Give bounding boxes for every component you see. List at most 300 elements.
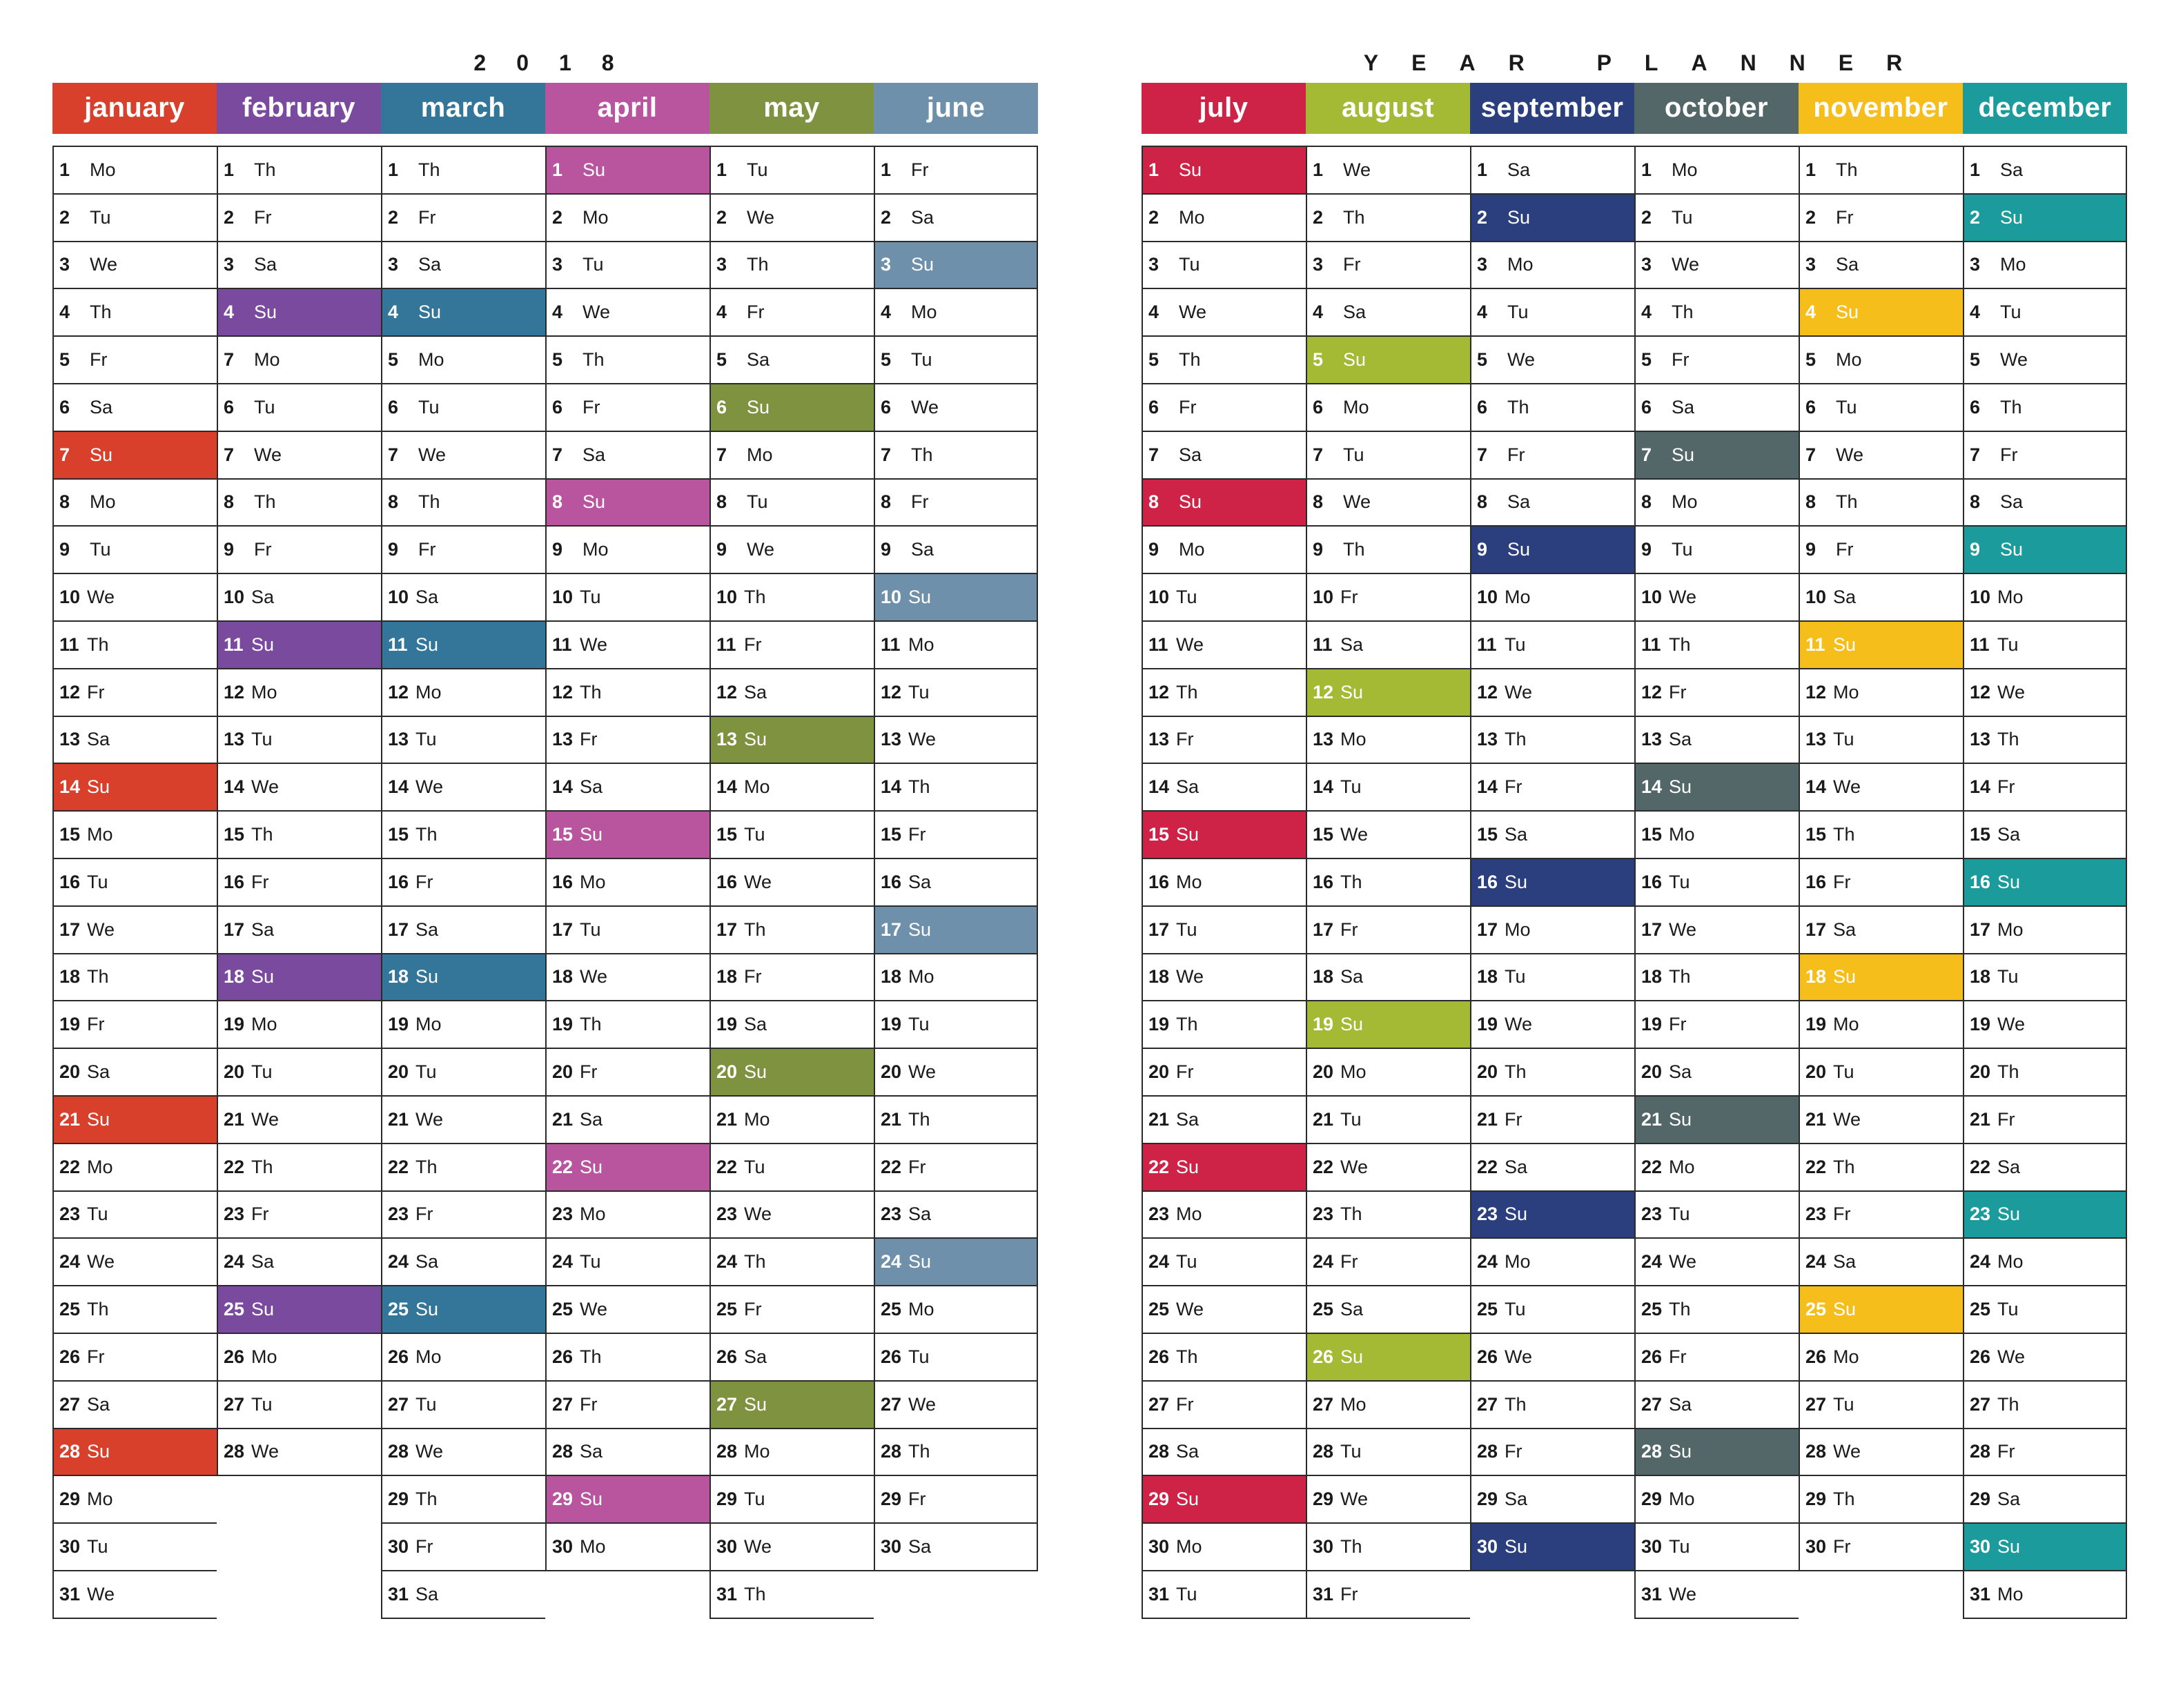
day-cell[interactable]: [1799, 193, 1963, 242]
day-cell[interactable]: [1634, 525, 1799, 574]
day-cell[interactable]: [217, 763, 381, 812]
day-cell[interactable]: [709, 1380, 874, 1429]
day-cell[interactable]: [1142, 288, 1306, 337]
day-cell[interactable]: [545, 1285, 709, 1334]
day-cell[interactable]: [1142, 1475, 1306, 1524]
day-cell[interactable]: [381, 1285, 545, 1334]
day-cell[interactable]: [1963, 193, 2127, 242]
day-cell[interactable]: [1306, 1237, 1470, 1286]
day-cell[interactable]: [545, 193, 709, 242]
day-cell[interactable]: [545, 1048, 709, 1097]
day-cell[interactable]: [1963, 1380, 2127, 1429]
day-cell[interactable]: [874, 1095, 1038, 1144]
day-cell[interactable]: [545, 335, 709, 384]
day-cell[interactable]: [1963, 335, 2127, 384]
day-cell[interactable]: [709, 573, 874, 622]
day-cell[interactable]: [52, 1143, 217, 1192]
day-cell[interactable]: [1799, 1000, 1963, 1049]
day-cell[interactable]: [709, 1570, 874, 1619]
day-cell[interactable]: [1799, 763, 1963, 812]
day-cell[interactable]: [1306, 668, 1470, 717]
day-cell[interactable]: [1470, 1095, 1634, 1144]
day-cell[interactable]: [1470, 478, 1634, 527]
day-cell[interactable]: [1306, 858, 1470, 907]
day-cell[interactable]: [217, 478, 381, 527]
day-cell[interactable]: [1799, 810, 1963, 859]
day-cell[interactable]: [1634, 716, 1799, 765]
day-cell[interactable]: [217, 431, 381, 480]
day-cell[interactable]: [1142, 1285, 1306, 1334]
day-cell[interactable]: [1470, 1475, 1634, 1524]
day-cell[interactable]: [52, 335, 217, 384]
day-cell[interactable]: [1963, 716, 2127, 765]
day-cell[interactable]: [874, 383, 1038, 432]
day-cell[interactable]: [1470, 1048, 1634, 1097]
day-cell[interactable]: [1470, 1190, 1634, 1239]
day-cell[interactable]: [1470, 1333, 1634, 1382]
day-cell[interactable]: [217, 193, 381, 242]
day-cell[interactable]: [1470, 1143, 1634, 1192]
day-cell[interactable]: [52, 1333, 217, 1382]
day-cell[interactable]: [1470, 383, 1634, 432]
day-cell[interactable]: [1470, 810, 1634, 859]
day-cell[interactable]: [545, 478, 709, 527]
day-cell[interactable]: [1470, 1237, 1634, 1286]
day-cell[interactable]: [874, 810, 1038, 859]
day-cell[interactable]: [1470, 193, 1634, 242]
day-cell[interactable]: [52, 1522, 217, 1571]
day-cell[interactable]: [1142, 763, 1306, 812]
day-cell[interactable]: [381, 1380, 545, 1429]
day-cell[interactable]: [1799, 1475, 1963, 1524]
day-cell[interactable]: [217, 716, 381, 765]
day-cell[interactable]: [217, 335, 381, 384]
day-cell[interactable]: [52, 905, 217, 954]
day-cell[interactable]: [381, 1570, 545, 1619]
day-cell[interactable]: [1306, 1333, 1470, 1382]
day-cell[interactable]: [1306, 1475, 1470, 1524]
day-cell[interactable]: [217, 1285, 381, 1334]
day-cell[interactable]: [1142, 953, 1306, 1002]
day-cell[interactable]: [381, 573, 545, 622]
day-cell[interactable]: [1799, 1522, 1963, 1571]
day-cell[interactable]: [1963, 525, 2127, 574]
day-cell[interactable]: [709, 668, 874, 717]
day-cell[interactable]: [545, 383, 709, 432]
day-cell[interactable]: [1142, 668, 1306, 717]
day-cell[interactable]: [545, 810, 709, 859]
day-cell[interactable]: [1634, 1190, 1799, 1239]
day-cell[interactable]: [1142, 193, 1306, 242]
day-cell[interactable]: [1470, 431, 1634, 480]
day-cell[interactable]: [1634, 1000, 1799, 1049]
day-cell[interactable]: [1142, 573, 1306, 622]
day-cell[interactable]: [381, 1428, 545, 1477]
day-cell[interactable]: [1799, 953, 1963, 1002]
day-cell[interactable]: [1963, 478, 2127, 527]
day-cell[interactable]: [1306, 241, 1470, 290]
day-cell[interactable]: [709, 525, 874, 574]
day-cell[interactable]: [381, 1475, 545, 1524]
day-cell[interactable]: [52, 383, 217, 432]
day-cell[interactable]: [1634, 953, 1799, 1002]
day-cell[interactable]: [217, 620, 381, 669]
day-cell[interactable]: [1142, 478, 1306, 527]
day-cell[interactable]: [381, 431, 545, 480]
day-cell[interactable]: [1142, 905, 1306, 954]
day-cell[interactable]: [1963, 146, 2127, 195]
day-cell[interactable]: [1963, 573, 2127, 622]
day-cell[interactable]: [217, 1000, 381, 1049]
day-cell[interactable]: [1306, 763, 1470, 812]
day-cell[interactable]: [1306, 810, 1470, 859]
day-cell[interactable]: [874, 716, 1038, 765]
day-cell[interactable]: [874, 1000, 1038, 1049]
day-cell[interactable]: [874, 668, 1038, 717]
day-cell[interactable]: [545, 1522, 709, 1571]
day-cell[interactable]: [545, 431, 709, 480]
day-cell[interactable]: [1142, 431, 1306, 480]
day-cell[interactable]: [1306, 716, 1470, 765]
day-cell[interactable]: [52, 1048, 217, 1097]
day-cell[interactable]: [217, 573, 381, 622]
day-cell[interactable]: [1306, 1190, 1470, 1239]
day-cell[interactable]: [709, 1190, 874, 1239]
day-cell[interactable]: [709, 383, 874, 432]
day-cell[interactable]: [1799, 1095, 1963, 1144]
day-cell[interactable]: [52, 146, 217, 195]
day-cell[interactable]: [1634, 1475, 1799, 1524]
day-cell[interactable]: [1306, 953, 1470, 1002]
day-cell[interactable]: [1963, 1237, 2127, 1286]
day-cell[interactable]: [1799, 1428, 1963, 1477]
day-cell[interactable]: [1470, 1380, 1634, 1429]
day-cell[interactable]: [1799, 573, 1963, 622]
day-cell[interactable]: [874, 146, 1038, 195]
day-cell[interactable]: [709, 431, 874, 480]
day-cell[interactable]: [1799, 858, 1963, 907]
day-cell[interactable]: [709, 1522, 874, 1571]
day-cell[interactable]: [545, 858, 709, 907]
day-cell[interactable]: [545, 146, 709, 195]
day-cell[interactable]: [381, 905, 545, 954]
day-cell[interactable]: [381, 716, 545, 765]
day-cell[interactable]: [1142, 335, 1306, 384]
day-cell[interactable]: [1963, 431, 2127, 480]
day-cell[interactable]: [381, 241, 545, 290]
day-cell[interactable]: [1142, 1522, 1306, 1571]
day-cell[interactable]: [1306, 383, 1470, 432]
day-cell[interactable]: [545, 1237, 709, 1286]
day-cell[interactable]: [52, 525, 217, 574]
day-cell[interactable]: [1799, 478, 1963, 527]
day-cell[interactable]: [217, 905, 381, 954]
day-cell[interactable]: [1306, 1285, 1470, 1334]
day-cell[interactable]: [1963, 1333, 2127, 1382]
day-cell[interactable]: [381, 525, 545, 574]
day-cell[interactable]: [1799, 1143, 1963, 1192]
day-cell[interactable]: [381, 1048, 545, 1097]
day-cell[interactable]: [1799, 335, 1963, 384]
day-cell[interactable]: [1470, 1522, 1634, 1571]
day-cell[interactable]: [1142, 620, 1306, 669]
day-cell[interactable]: [1799, 288, 1963, 337]
day-cell[interactable]: [709, 1333, 874, 1382]
day-cell[interactable]: [874, 1522, 1038, 1571]
day-cell[interactable]: [709, 241, 874, 290]
day-cell[interactable]: [1142, 1048, 1306, 1097]
day-cell[interactable]: [381, 668, 545, 717]
day-cell[interactable]: [52, 193, 217, 242]
day-cell[interactable]: [1142, 1143, 1306, 1192]
day-cell[interactable]: [545, 1190, 709, 1239]
day-cell[interactable]: [1142, 716, 1306, 765]
day-cell[interactable]: [709, 620, 874, 669]
day-cell[interactable]: [1799, 668, 1963, 717]
day-cell[interactable]: [1799, 241, 1963, 290]
day-cell[interactable]: [874, 1237, 1038, 1286]
day-cell[interactable]: [52, 478, 217, 527]
day-cell[interactable]: [217, 1190, 381, 1239]
day-cell[interactable]: [874, 1048, 1038, 1097]
day-cell[interactable]: [1306, 431, 1470, 480]
day-cell[interactable]: [1142, 1190, 1306, 1239]
day-cell[interactable]: [1963, 810, 2127, 859]
day-cell[interactable]: [545, 1143, 709, 1192]
day-cell[interactable]: [709, 1000, 874, 1049]
day-cell[interactable]: [545, 1428, 709, 1477]
day-cell[interactable]: [874, 953, 1038, 1002]
day-cell[interactable]: [709, 810, 874, 859]
day-cell[interactable]: [1634, 1570, 1799, 1619]
day-cell[interactable]: [1470, 953, 1634, 1002]
day-cell[interactable]: [52, 858, 217, 907]
day-cell[interactable]: [52, 241, 217, 290]
day-cell[interactable]: [709, 193, 874, 242]
day-cell[interactable]: [1470, 335, 1634, 384]
day-cell[interactable]: [1634, 1285, 1799, 1334]
day-cell[interactable]: [1634, 146, 1799, 195]
day-cell[interactable]: [1963, 1285, 2127, 1334]
day-cell[interactable]: [1634, 668, 1799, 717]
day-cell[interactable]: [381, 1095, 545, 1144]
day-cell[interactable]: [52, 810, 217, 859]
day-cell[interactable]: [217, 953, 381, 1002]
day-cell[interactable]: [1306, 1570, 1470, 1619]
day-cell[interactable]: [1470, 1428, 1634, 1477]
day-cell[interactable]: [545, 241, 709, 290]
day-cell[interactable]: [217, 241, 381, 290]
day-cell[interactable]: [217, 1048, 381, 1097]
day-cell[interactable]: [709, 1143, 874, 1192]
day-cell[interactable]: [217, 668, 381, 717]
day-cell[interactable]: [1306, 1380, 1470, 1429]
day-cell[interactable]: [1306, 288, 1470, 337]
day-cell[interactable]: [217, 858, 381, 907]
day-cell[interactable]: [874, 1333, 1038, 1382]
day-cell[interactable]: [1470, 668, 1634, 717]
day-cell[interactable]: [1799, 1237, 1963, 1286]
day-cell[interactable]: [1799, 1190, 1963, 1239]
day-cell[interactable]: [52, 953, 217, 1002]
day-cell[interactable]: [52, 668, 217, 717]
day-cell[interactable]: [1963, 1475, 2127, 1524]
day-cell[interactable]: [217, 1237, 381, 1286]
day-cell[interactable]: [709, 146, 874, 195]
day-cell[interactable]: [545, 1380, 709, 1429]
day-cell[interactable]: [1306, 335, 1470, 384]
day-cell[interactable]: [1142, 241, 1306, 290]
day-cell[interactable]: [381, 763, 545, 812]
day-cell[interactable]: [52, 763, 217, 812]
day-cell[interactable]: [874, 1475, 1038, 1524]
day-cell[interactable]: [874, 1428, 1038, 1477]
day-cell[interactable]: [545, 763, 709, 812]
day-cell[interactable]: [709, 716, 874, 765]
day-cell[interactable]: [874, 1380, 1038, 1429]
day-cell[interactable]: [1799, 525, 1963, 574]
day-cell[interactable]: [381, 478, 545, 527]
day-cell[interactable]: [1634, 431, 1799, 480]
day-cell[interactable]: [1142, 1333, 1306, 1382]
day-cell[interactable]: [1634, 1048, 1799, 1097]
day-cell[interactable]: [381, 1522, 545, 1571]
day-cell[interactable]: [545, 1000, 709, 1049]
day-cell[interactable]: [381, 1143, 545, 1192]
day-cell[interactable]: [1634, 1522, 1799, 1571]
day-cell[interactable]: [52, 1095, 217, 1144]
day-cell[interactable]: [1963, 1190, 2127, 1239]
day-cell[interactable]: [1634, 905, 1799, 954]
day-cell[interactable]: [1634, 620, 1799, 669]
day-cell[interactable]: [1963, 858, 2127, 907]
day-cell[interactable]: [545, 1475, 709, 1524]
day-cell[interactable]: [545, 1095, 709, 1144]
day-cell[interactable]: [52, 620, 217, 669]
day-cell[interactable]: [1799, 1048, 1963, 1097]
day-cell[interactable]: [52, 1475, 217, 1524]
day-cell[interactable]: [1306, 478, 1470, 527]
day-cell[interactable]: [1963, 905, 2127, 954]
day-cell[interactable]: [1142, 1000, 1306, 1049]
day-cell[interactable]: [52, 716, 217, 765]
day-cell[interactable]: [1799, 620, 1963, 669]
day-cell[interactable]: [1470, 716, 1634, 765]
day-cell[interactable]: [1963, 1095, 2127, 1144]
day-cell[interactable]: [1306, 1143, 1470, 1192]
day-cell[interactable]: [709, 1095, 874, 1144]
day-cell[interactable]: [1470, 525, 1634, 574]
day-cell[interactable]: [52, 1285, 217, 1334]
day-cell[interactable]: [1799, 716, 1963, 765]
day-cell[interactable]: [709, 1475, 874, 1524]
day-cell[interactable]: [874, 335, 1038, 384]
day-cell[interactable]: [545, 573, 709, 622]
day-cell[interactable]: [1963, 288, 2127, 337]
day-cell[interactable]: [1963, 1522, 2127, 1571]
day-cell[interactable]: [52, 1237, 217, 1286]
day-cell[interactable]: [1963, 1428, 2127, 1477]
day-cell[interactable]: [709, 1285, 874, 1334]
day-cell[interactable]: [874, 431, 1038, 480]
day-cell[interactable]: [709, 1237, 874, 1286]
day-cell[interactable]: [1470, 1285, 1634, 1334]
day-cell[interactable]: [1963, 1570, 2127, 1619]
day-cell[interactable]: [1306, 1000, 1470, 1049]
day-cell[interactable]: [1306, 620, 1470, 669]
day-cell[interactable]: [709, 478, 874, 527]
day-cell[interactable]: [1634, 288, 1799, 337]
day-cell[interactable]: [1470, 620, 1634, 669]
day-cell[interactable]: [217, 525, 381, 574]
day-cell[interactable]: [52, 1190, 217, 1239]
day-cell[interactable]: [874, 573, 1038, 622]
day-cell[interactable]: [1142, 1380, 1306, 1429]
day-cell[interactable]: [874, 193, 1038, 242]
day-cell[interactable]: [874, 1190, 1038, 1239]
day-cell[interactable]: [1306, 193, 1470, 242]
day-cell[interactable]: [1634, 858, 1799, 907]
day-cell[interactable]: [52, 1428, 217, 1477]
day-cell[interactable]: [1634, 763, 1799, 812]
day-cell[interactable]: [709, 858, 874, 907]
day-cell[interactable]: [1306, 1048, 1470, 1097]
day-cell[interactable]: [1963, 241, 2127, 290]
day-cell[interactable]: [874, 763, 1038, 812]
day-cell[interactable]: [1634, 193, 1799, 242]
day-cell[interactable]: [217, 810, 381, 859]
day-cell[interactable]: [1470, 573, 1634, 622]
day-cell[interactable]: [874, 288, 1038, 337]
day-cell[interactable]: [381, 288, 545, 337]
day-cell[interactable]: [1142, 525, 1306, 574]
day-cell[interactable]: [1306, 1095, 1470, 1144]
day-cell[interactable]: [1963, 763, 2127, 812]
day-cell[interactable]: [874, 858, 1038, 907]
day-cell[interactable]: [545, 1333, 709, 1382]
day-cell[interactable]: [52, 1570, 217, 1619]
day-cell[interactable]: [1634, 241, 1799, 290]
day-cell[interactable]: [217, 1428, 381, 1477]
day-cell[interactable]: [874, 1285, 1038, 1334]
day-cell[interactable]: [1634, 383, 1799, 432]
day-cell[interactable]: [217, 1143, 381, 1192]
day-cell[interactable]: [1306, 1428, 1470, 1477]
day-cell[interactable]: [1142, 1237, 1306, 1286]
day-cell[interactable]: [217, 146, 381, 195]
day-cell[interactable]: [1306, 1522, 1470, 1571]
day-cell[interactable]: [1470, 858, 1634, 907]
day-cell[interactable]: [1799, 1333, 1963, 1382]
day-cell[interactable]: [1799, 146, 1963, 195]
day-cell[interactable]: [1634, 1428, 1799, 1477]
day-cell[interactable]: [1142, 146, 1306, 195]
day-cell[interactable]: [52, 1380, 217, 1429]
day-cell[interactable]: [545, 905, 709, 954]
day-cell[interactable]: [874, 1143, 1038, 1192]
day-cell[interactable]: [381, 1190, 545, 1239]
day-cell[interactable]: [1142, 858, 1306, 907]
day-cell[interactable]: [1963, 1000, 2127, 1049]
day-cell[interactable]: [1470, 288, 1634, 337]
day-cell[interactable]: [381, 1237, 545, 1286]
day-cell[interactable]: [381, 146, 545, 195]
day-cell[interactable]: [1634, 1333, 1799, 1382]
day-cell[interactable]: [1306, 573, 1470, 622]
day-cell[interactable]: [1799, 431, 1963, 480]
day-cell[interactable]: [1634, 810, 1799, 859]
day-cell[interactable]: [381, 620, 545, 669]
